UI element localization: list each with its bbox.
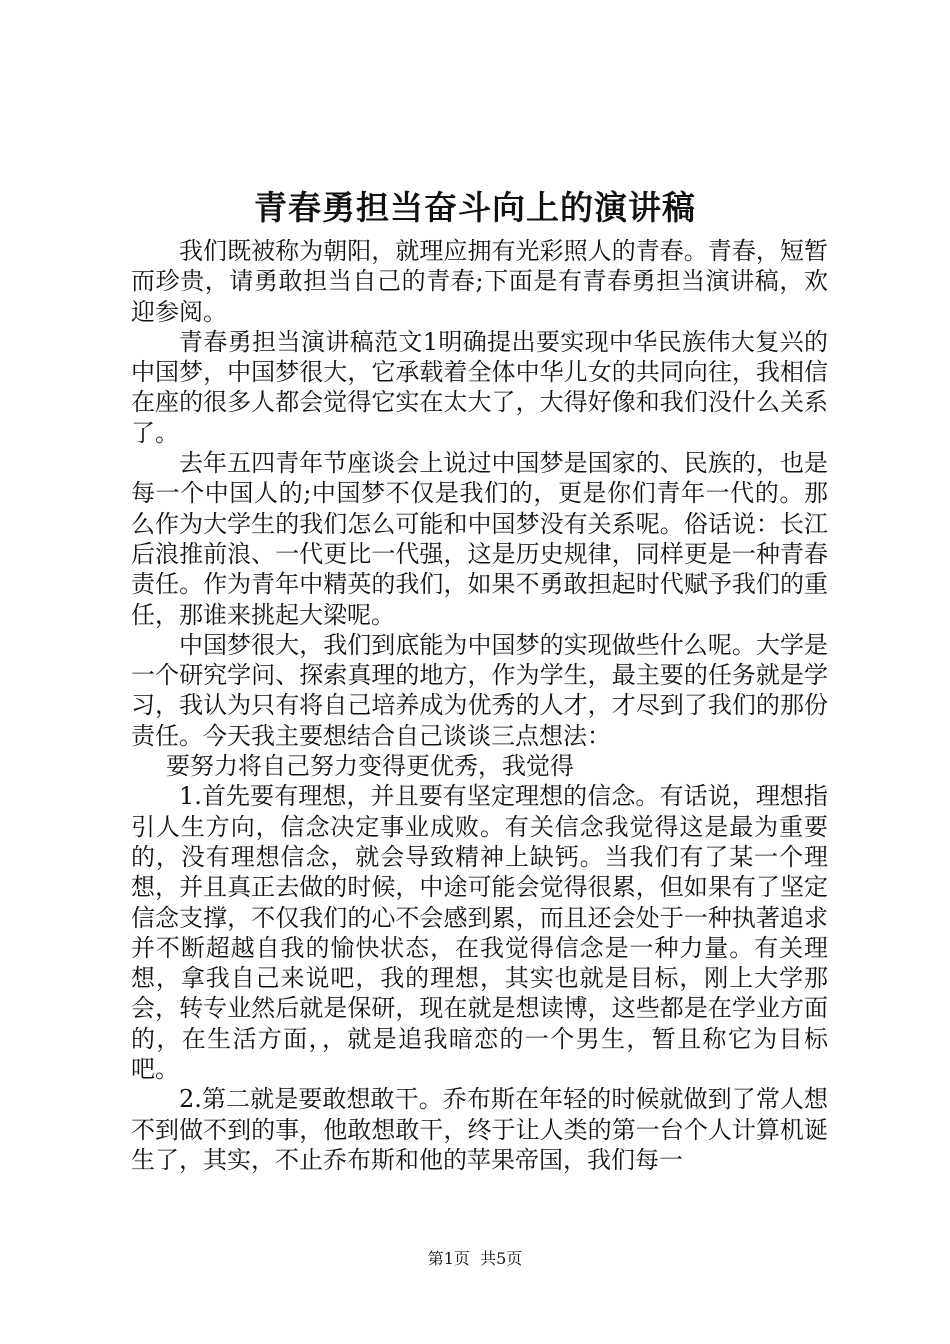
document-title: 青春勇担当奋斗向上的演讲稿 — [254, 188, 696, 227]
paragraph-lead-in: 要努力将自己努力变得更优秀，我觉得 — [166, 752, 574, 781]
paragraph-point-1: 1.首先要有理想，并且要有坚定理想的信念。有话说，理想指引人生方向，信念决定事业成败。有关信念我觉得这是最为重要的，没有理想信念，就会导致精神上缺钙。当我们有了某一个理想，并且真正去做的时候，中途可能会觉得很累，但如果有了坚定信念支撑，不仅我们的心不会感到累，而且还会处于一种执著追求并不断超越自我的愉快状态，在我觉得信念是一种力量。有关理想，拿我自己来说吧，我的理想，其实也就是目标，刚上大学那会，转专业然后就是保研，现在就是想读博，这些都是在学业方面的，在生活方面，，就是追我暗恋的一个男生，暂且称它为目标吧。 — [131, 782, 828, 1084]
page-number: 第1页 共5页 — [427, 1249, 523, 1268]
paragraph-intro: 我们既被称为朝阳，就理应拥有光彩照人的青春。青春，短暂而珍贵，请勇敢担当自己的青春;下面是有青春勇担当演讲稿，欢迎参阅。 — [131, 237, 828, 326]
paragraph-point-2: 2.第二就是要敢想敢干。乔布斯在年轻的时候就做到了常人想不到做不到的事，他敢想敢干，终于让人类的第一台个人计算机诞生了，其实，不止乔布斯和他的苹果帝国，我们每一 — [131, 1085, 828, 1174]
page-footer — [0, 1248, 950, 1270]
paragraph-youth-day: 去年五四青年节座谈会上说过中国梦是国家的、民族的，也是每一个中国人的;中国梦不仅是我们的，更是你们青年一代的。那么作为大学生的我们怎么可能和中国梦没有关系呢。俗话说：长江后浪推前浪、一代更比一代强，这是历史规律，同样更是一种青春责任。作为青年中精英的我们，如果不勇敢担起时代赋予我们的重任，那谁来挑起大梁呢。 — [131, 449, 828, 629]
document-body — [131, 236, 828, 1175]
paragraph-what-can-we-do: 中国梦很大，我们到底能为中国梦的实现做些什么呢。大学是一个研究学问、探索真理的地方，作为学生，最主要的任务就是学习，我认为只有将自己培养成为优秀的人才，才尽到了我们的那份责任。今天我主要想结合自己谈谈三点想法： — [131, 630, 828, 750]
paragraph-chinese-dream: 青春勇担当演讲稿范文1明确提出要实现中华民族伟大复兴的中国梦，中国梦很大，它承载着全体中华儿女的共同向往，我相信在座的很多人都会觉得它实在太大了，大得好像和我们没什么关系了。 — [131, 327, 828, 447]
